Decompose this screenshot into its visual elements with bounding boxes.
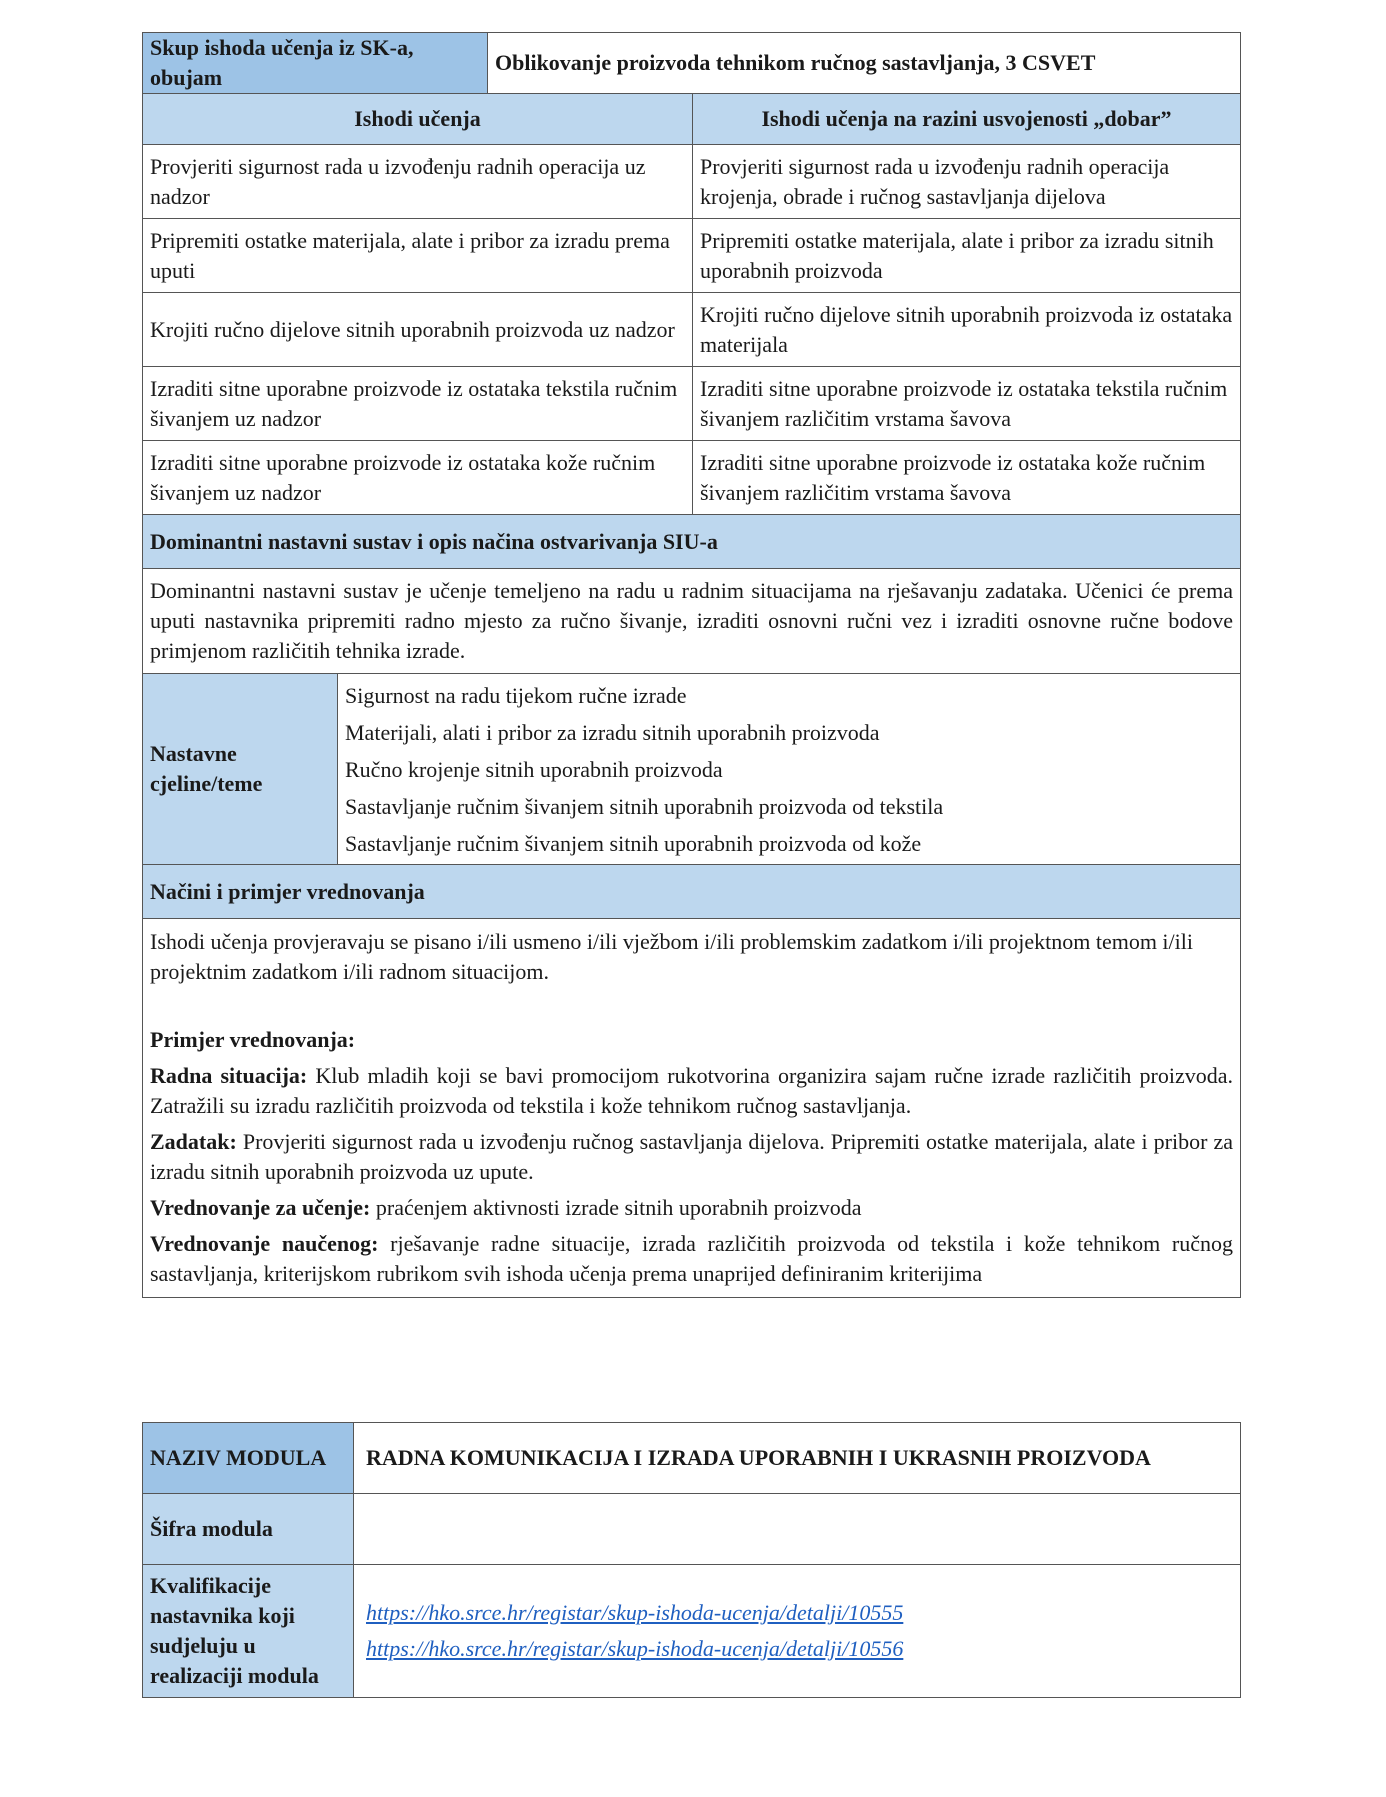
sio-header-row — [143, 33, 1241, 94]
dominant-system-header-row — [143, 515, 1241, 569]
module-code-row — [143, 1494, 1241, 1565]
evaluation-of-learning — [150, 1229, 1233, 1289]
module-name-row — [143, 1423, 1241, 1494]
sio-value: Oblikovanje proizvoda tehnikom ručnog sastavljanja, 3 CSVET — [488, 33, 1241, 94]
topic-item: Ručno krojenje sitnih uporabnih proizvoda — [345, 756, 723, 782]
qualification-link[interactable]: https://hko.srce.hr/registar/skup-ishoda-ucenja/detalji/10555 — [366, 1600, 904, 1625]
outcome-good-cell: Krojiti ručno dijelove sitnih uporabnih proizvoda iz ostataka materijala — [693, 293, 1241, 367]
outcome-good-cell: Provjeriti sigurnost rada u izvođenju radnih operacija krojenja, obrade i ručnog sastavljanja dijelova — [693, 145, 1241, 219]
module-name-label: NAZIV MODULA — [143, 1423, 354, 1494]
column-header-outcomes-good: Ishodi učenja na razini usvojenosti „dobar” — [693, 94, 1241, 145]
dominant-system-title: Dominantni nastavni sustav i opis načina ostvarivanja SIU-a — [143, 515, 1241, 569]
outcome-cell: Krojiti ručno dijelove sitnih uporabnih proizvoda uz nadzor — [143, 293, 693, 367]
topics-row — [143, 674, 1241, 865]
work-situation-text: Klub mladih koji se bavi promocijom rukotvorina organizira sajam ručne izrade različitih proizvoda. Zatražili su izradu različitih proizvoda od tekstila i kože tehnikom ručnog sastavljanja. — [150, 1063, 1234, 1118]
task-label: Zadatak: — [150, 1129, 237, 1154]
outcome-good-cell: Izraditi sitne uporabne proizvode iz ostataka kože ručnim šivanjem različitim vrstama šavova — [693, 441, 1241, 515]
outcome-row — [143, 441, 1241, 515]
evaluation-of-learning-text: rješavanje radne situacije, izrada različitih proizvoda od tekstila i kože tehnikom ručnog sastavljanja, kriterijskom rubrikom svih ishoda učenja prema unaprijed definiranim kriterijima — [150, 1231, 1233, 1286]
qualifications-label: Kvalifikacije nastavnika koji sudjeluju u realizaciji modula — [143, 1565, 354, 1698]
outcome-cell: Pripremiti ostatke materijala, alate i pribor za izradu prema uputi — [143, 219, 693, 293]
outcome-row — [143, 293, 1241, 367]
evaluation-intro: Ishodi učenja provjeravaju se pisano i/ili usmeno i/ili vježbom i/ili problemskim zadatkom i/ili projektnom temom i/ili projektnim zadatkom i/ili radnom situacijom. — [150, 929, 1193, 984]
outcome-cell: Provjeriti sigurnost rada u izvođenju radnih operacija uz nadzor — [143, 145, 693, 219]
dominant-system-text: Dominantni nastavni sustav je učenje temeljeno na radu u radnim situacijama na rješavanju zadataka. Učenici će prema uputi nastavnika pripremiti radno mjesto za ručno šivanje, izraditi osnovni ručni vez i izraditi osnovne ručne bodove primjenom različitih tehnika izrade. — [143, 569, 1241, 674]
outcome-row — [143, 219, 1241, 293]
learning-outcomes-table — [142, 32, 1241, 1298]
outcome-good-cell: Izraditi sitne uporabne proizvode iz ostataka tekstila ručnim šivanjem različitim vrstama šavova — [693, 367, 1241, 441]
evaluation-example-title: Primjer vrednovanja: — [150, 1027, 356, 1052]
module-name-value: RADNA KOMUNIKACIJA I IZRADA UPORABNIH I UKRASNIH PROIZVODA — [354, 1423, 1241, 1494]
sio-label: Skup ishoda učenja iz SK-a, obujam — [143, 33, 488, 94]
evaluation-content — [143, 919, 1241, 1298]
evaluation-of-learning-label: Vrednovanje naučenog: — [150, 1231, 379, 1256]
outcome-cell: Izraditi sitne uporabne proizvode iz ostataka tekstila ručnim šivanjem uz nadzor — [143, 367, 693, 441]
module-info-table — [142, 1422, 1241, 1698]
qualifications-row — [143, 1565, 1241, 1698]
qualification-link[interactable]: https://hko.srce.hr/registar/skup-ishoda-ucenja/detalji/10556 — [366, 1636, 904, 1661]
qualifications-links — [354, 1565, 1241, 1698]
evaluation-header-row — [143, 865, 1241, 919]
topic-item: Sigurnost na radu tijekom ručne izrade — [345, 682, 687, 708]
column-header-outcomes: Ishodi učenja — [143, 94, 693, 145]
dominant-system-row — [143, 569, 1241, 674]
evaluation-title: Načini i primjer vrednovanja — [143, 865, 1241, 919]
topic-item: Sastavljanje ručnim šivanjem sitnih uporabnih proizvoda od kože — [345, 830, 922, 856]
outcome-good-cell: Pripremiti ostatke materijala, alate i pribor za izradu sitnih uporabnih proizvoda — [693, 219, 1241, 293]
topic-item: Materijali, alati i pribor za izradu sitnih uporabnih proizvoda — [345, 719, 880, 745]
evaluation-for-learning-text: praćenjem aktivnosti izrade sitnih uporabnih proizvoda — [370, 1195, 862, 1220]
topic-item: Sastavljanje ručnim šivanjem sitnih uporabnih proizvoda od tekstila — [345, 793, 944, 819]
module-code-value — [354, 1494, 1241, 1565]
columns-header-row — [143, 94, 1241, 145]
evaluation-for-learning — [150, 1193, 1233, 1223]
module-code-label: Šifra modula — [143, 1494, 354, 1565]
outcome-cell: Izraditi sitne uporabne proizvode iz ostataka kože ručnim šivanjem uz nadzor — [143, 441, 693, 515]
work-situation-label: Radna situacija: — [150, 1063, 308, 1088]
evaluation-for-learning-label: Vrednovanje za učenje: — [150, 1195, 371, 1220]
outcome-row — [143, 367, 1241, 441]
work-situation — [150, 1061, 1233, 1121]
task — [150, 1127, 1233, 1187]
topics-label: Nastavne cjeline/teme — [143, 674, 338, 865]
topics-list — [338, 674, 1241, 865]
outcome-row — [143, 145, 1241, 219]
evaluation-row — [143, 919, 1241, 1298]
task-text: Provjeriti sigurnost rada u izvođenju ručnog sastavljanja dijelova. Pripremiti ostatke materijala, alate i pribor za izradu sitnih uporabnih proizvoda uz upute. — [150, 1129, 1233, 1184]
